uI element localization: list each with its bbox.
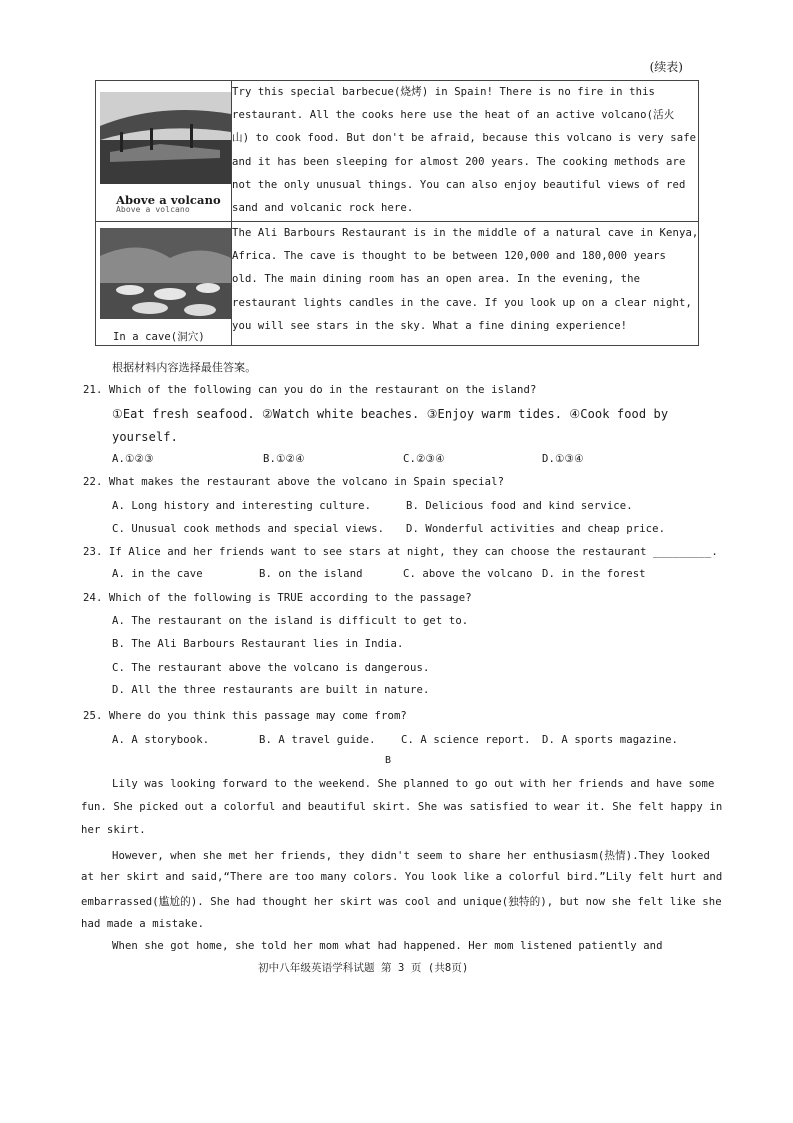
question-21-items: ①Eat fresh seafood. ②Watch white beaches. ③Enjoy warm tides. ④Cook food by xyxy=(112,407,669,421)
option: A. A storybook. xyxy=(112,734,210,746)
text-line: restaurant. All the cooks here use the heat of an active volcano(活火 xyxy=(232,109,675,122)
text-line: not the only unusual things. You can also enjoy beautiful views of red xyxy=(232,178,686,191)
question-21-stem: 21. Which of the following can you do in the restaurant on the island? xyxy=(83,384,537,396)
passage-line: embarrassed(尴尬的). She had thought her skirt was cool and unique(独特的), but now she felt like she xyxy=(81,896,722,908)
section-b-heading: B xyxy=(385,755,392,766)
question-22-stem: 22. What makes the restaurant above the volcano in Spain special? xyxy=(83,476,505,488)
option: A. in the cave xyxy=(112,568,203,580)
volcano-text xyxy=(232,81,699,222)
restaurant-table xyxy=(95,80,699,346)
cave-text xyxy=(232,222,699,346)
option: D. A sports magazine. xyxy=(542,734,679,746)
instruction: 根据材料内容选择最佳答案。 xyxy=(112,361,257,374)
option: D. in the forest xyxy=(542,568,646,580)
page-footer: 初中八年级英语学科试题 第 3 页 (共8页) xyxy=(258,962,469,974)
option: C. Unusual cook methods and special views. xyxy=(112,523,385,535)
option: B. Delicious food and kind service. xyxy=(406,500,633,512)
option: A. Long history and interesting culture. xyxy=(112,500,372,512)
passage-line: her skirt. xyxy=(81,824,146,836)
text-line: sand and volcanic rock here. xyxy=(232,202,414,215)
passage-line: However, when she met her friends, they didn't seem to share her enthusiasm(热情).They looked xyxy=(112,850,710,862)
passage-line: at her skirt and said,“There are too many colors. You look like a colorful bird.”Lily felt hurt and xyxy=(81,871,723,883)
option: B. on the island xyxy=(259,568,363,580)
volcano-restaurant-photo xyxy=(100,92,231,184)
option: C. above the volcano xyxy=(403,568,533,580)
passage-line: Lily was looking forward to the weekend. She planned to go out with her friends and have some xyxy=(112,778,715,790)
option: B. The Ali Barbours Restaurant lies in India. xyxy=(112,638,404,650)
text-line: Africa. The cave is thought to be between 120,000 and 180,000 years xyxy=(232,250,667,263)
text-line: you will see stars in the sky. What a fine dining experience! xyxy=(232,319,628,332)
question-25-stem: 25. Where do you think this passage may come from? xyxy=(83,710,407,722)
photo-cell xyxy=(96,222,232,346)
passage-line: had made a mistake. xyxy=(81,918,205,930)
text-line: 山) to cook food. But don't be afraid, because this volcano is very safe xyxy=(232,132,697,145)
text-line: restaurant lights candles in the cave. If you look up on a clear night, xyxy=(232,296,692,309)
option: B. A travel guide. xyxy=(259,734,376,746)
continuation-label: (续表) xyxy=(649,60,683,74)
option: A. The restaurant on the island is difficult to get to. xyxy=(112,615,469,627)
question-23-stem: 23. If Alice and her friends want to see stars at night, they can choose the restaurant _________. xyxy=(83,546,718,558)
text-line: old. The main dining room has an open area. In the evening, the xyxy=(232,273,641,286)
text-line: and it has been sleeping for almost 200 years. The cooking methods are xyxy=(232,155,686,168)
photo-caption: In a cave(洞穴) xyxy=(113,331,205,343)
photo-cell xyxy=(96,81,232,222)
photo-caption: Above a volcano xyxy=(116,193,221,207)
table-row xyxy=(96,81,699,222)
passage-line: fun. She picked out a colorful and beautiful skirt. She was satisfied to wear it. She felt happy in xyxy=(81,801,723,813)
option: C. A science report. xyxy=(401,734,531,746)
option: D. All the three restaurants are built in nature. xyxy=(112,684,430,696)
option: A.①②③ xyxy=(112,453,154,465)
text-line: Try this special barbecue(烧烤) in Spain! There is no fire in this xyxy=(232,86,656,98)
option: B.①②④ xyxy=(263,453,305,465)
question-24-stem: 24. Which of the following is TRUE according to the passage? xyxy=(83,592,472,604)
option: C.②③④ xyxy=(403,453,445,465)
text-line: The Ali Barbours Restaurant is in the middle of a natural cave in Kenya, xyxy=(232,227,699,239)
option: C. The restaurant above the volcano is dangerous. xyxy=(112,662,430,674)
question-21-items-cont: yourself. xyxy=(112,430,178,444)
option: D. Wonderful activities and cheap price. xyxy=(406,523,666,535)
photo-caption-echo: Above a volcano xyxy=(116,205,190,214)
option: D.①③④ xyxy=(542,453,584,465)
table-row xyxy=(96,222,699,346)
passage-line: When she got home, she told her mom what had happened. Her mom listened patiently and xyxy=(112,940,663,952)
cave-restaurant-photo xyxy=(100,228,231,319)
